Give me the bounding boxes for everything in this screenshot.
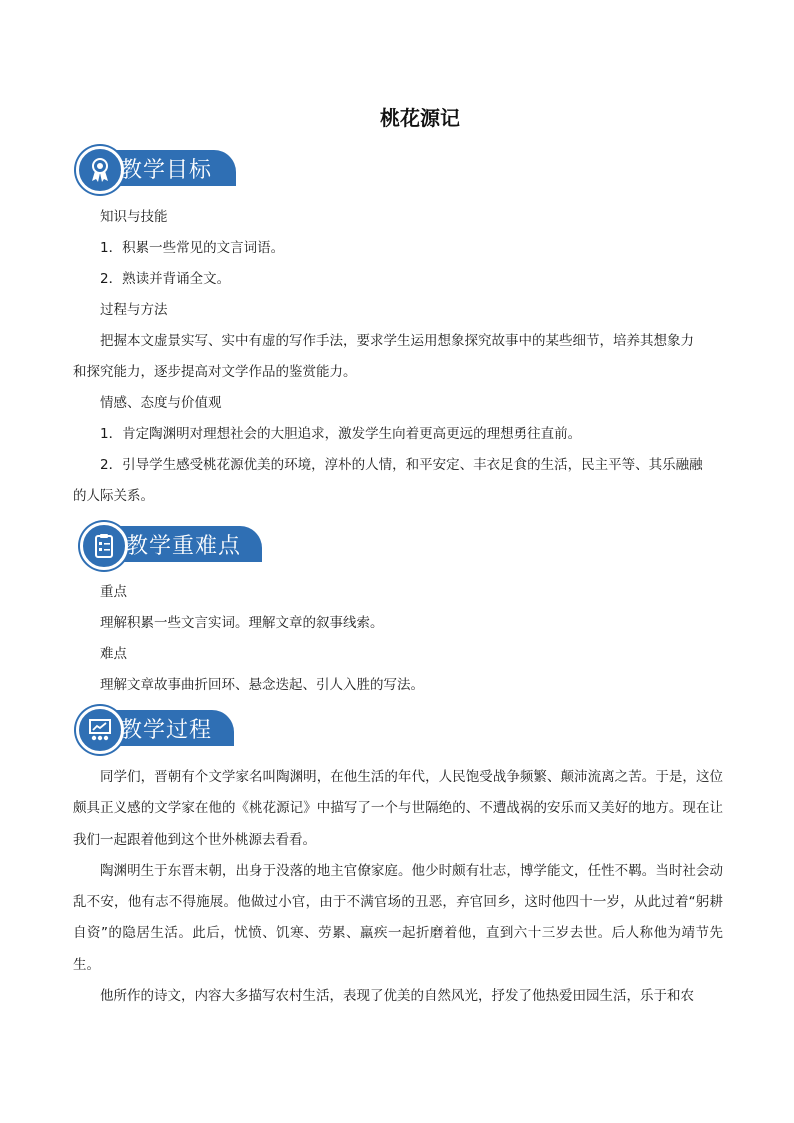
checklist-icon xyxy=(80,522,128,570)
paragraph-line: 把握本文虚景实写、实中有虚的写作手法，要求学生运用想象探究故事中的某些细节，培养其想象力 xyxy=(100,333,694,349)
subheading-knowledge: 知识与技能 xyxy=(100,209,168,225)
section-banner-key-points xyxy=(80,522,264,566)
paragraph: 他所作的诗文，内容大多描写农村生活，表现了优美的自然风光，抒发了他热爱田园生活，乐于和农 xyxy=(100,988,694,1005)
list-item: 2．引导学生感受桃花源优美的环境，淳朴的人情，和平安定、丰衣足食的生活，民主平等、其乐融融 xyxy=(100,457,703,473)
paragraph: 陶渊明生于东晋末朝，出身于没落的地主官僚家庭。他少时颇有壮志，博学能文，任性不羁。当时社会动乱不安，他有志不得施展。他做过小官，由于不满官场的丑恶，弃官回乡，这时他四十一岁，从此过着“躬耕自资”的隐居生活。此后，忧愤、饥寒、劳累、羸疾一起折磨着他，直到六十三岁去世。后人称他为靖节先生。 xyxy=(73,862,723,973)
section-title-objectives: 教学目标 xyxy=(120,158,213,183)
subheading-process-method: 过程与方法 xyxy=(100,302,168,318)
subheading-key: 重点 xyxy=(100,584,127,600)
subheading-difficult: 难点 xyxy=(100,646,127,662)
section-title-process: 教学过程 xyxy=(120,718,213,743)
presentation-chart-icon xyxy=(76,706,124,754)
list-item: 1．肯定陶渊明对理想社会的大胆追求，激发学生向着更高更远的理想勇往直前。 xyxy=(100,426,582,442)
subheading-attitude: 情感、态度与价值观 xyxy=(100,395,222,411)
paragraph-line: 理解文章故事曲折回环、悬念迭起、引人入胜的写法。 xyxy=(100,677,424,693)
paragraph-line: 和探究能力，逐步提高对文学作品的鉴赏能力。 xyxy=(73,364,357,380)
section-banner-objectives xyxy=(76,146,236,190)
list-item: 1．积累一些常见的文言词语。 xyxy=(100,240,285,256)
ribbon-icon xyxy=(76,146,124,194)
page-title: 桃花源记 xyxy=(380,106,460,130)
list-item: 2．熟读并背诵全文。 xyxy=(100,271,231,287)
paragraph-line: 理解积累一些文言实词。理解文章的叙事线索。 xyxy=(100,615,384,631)
section-title-key-points: 教学重难点 xyxy=(126,534,242,559)
section-banner-process xyxy=(76,706,236,750)
paragraph: 同学们，晋朝有个文学家名叫陶渊明，在他生活的年代，人民饱受战争频繁、颠沛流离之苦。于是，这位颇具正义感的文学家在他的《桃花源记》中描写了一个与世隔绝的、不遭战祸的安乐而又美好的地方。现在让我们一起跟着他到这个世外桃源去看看。 xyxy=(73,769,723,848)
process-text xyxy=(73,762,723,1012)
paragraph-line: 的人际关系。 xyxy=(73,488,154,504)
